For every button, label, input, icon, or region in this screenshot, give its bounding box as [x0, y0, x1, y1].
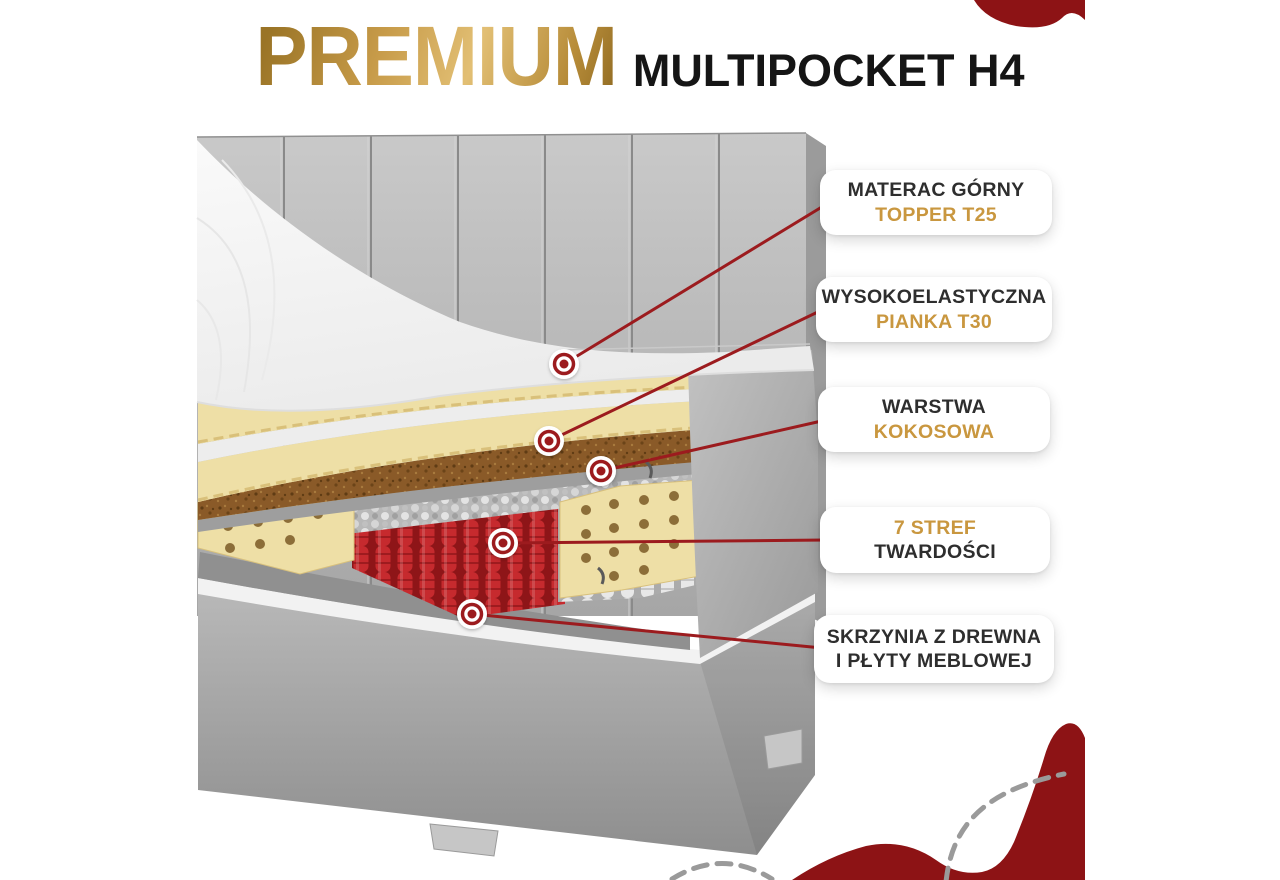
title-premium: PREMIUM [255, 8, 617, 104]
dashed-arc [672, 864, 772, 880]
bed-foot [764, 729, 802, 769]
callout-line1: SKRZYNIA Z DREWNA [826, 625, 1042, 648]
callout-card-box [814, 615, 1054, 683]
corner-blob-bottom [792, 723, 1085, 880]
callout-line2: PIANKA T30 [875, 310, 993, 333]
callout-line2: KOKOSOWA [873, 420, 995, 443]
layer-marker [586, 456, 616, 486]
title-model: MULTIPOCKET H4 [632, 45, 1025, 96]
bed-foot [430, 824, 498, 856]
callout-card-foam [816, 277, 1052, 342]
layer-marker [549, 349, 579, 379]
callout-line2: I PŁYTY MEBLOWEJ [835, 650, 1033, 672]
callout-card-coconut [818, 387, 1050, 452]
callout-line2: TWARDOŚCI [874, 541, 996, 563]
page-title [190, 8, 1090, 104]
callout-line1: 7 STREF [893, 516, 977, 539]
layer-marker [488, 528, 518, 558]
callout-card-zones [820, 507, 1050, 573]
callout-line2: TOPPER T25 [875, 203, 997, 226]
callout-card-topper [820, 170, 1052, 235]
callout-line1: WYSOKOELASTYCZNA [821, 286, 1047, 309]
callout-line1: WARSTWA [882, 396, 986, 419]
layer-marker [534, 426, 564, 456]
callout-line1: MATERAC GÓRNY [847, 179, 1025, 202]
layer-marker [457, 599, 487, 629]
